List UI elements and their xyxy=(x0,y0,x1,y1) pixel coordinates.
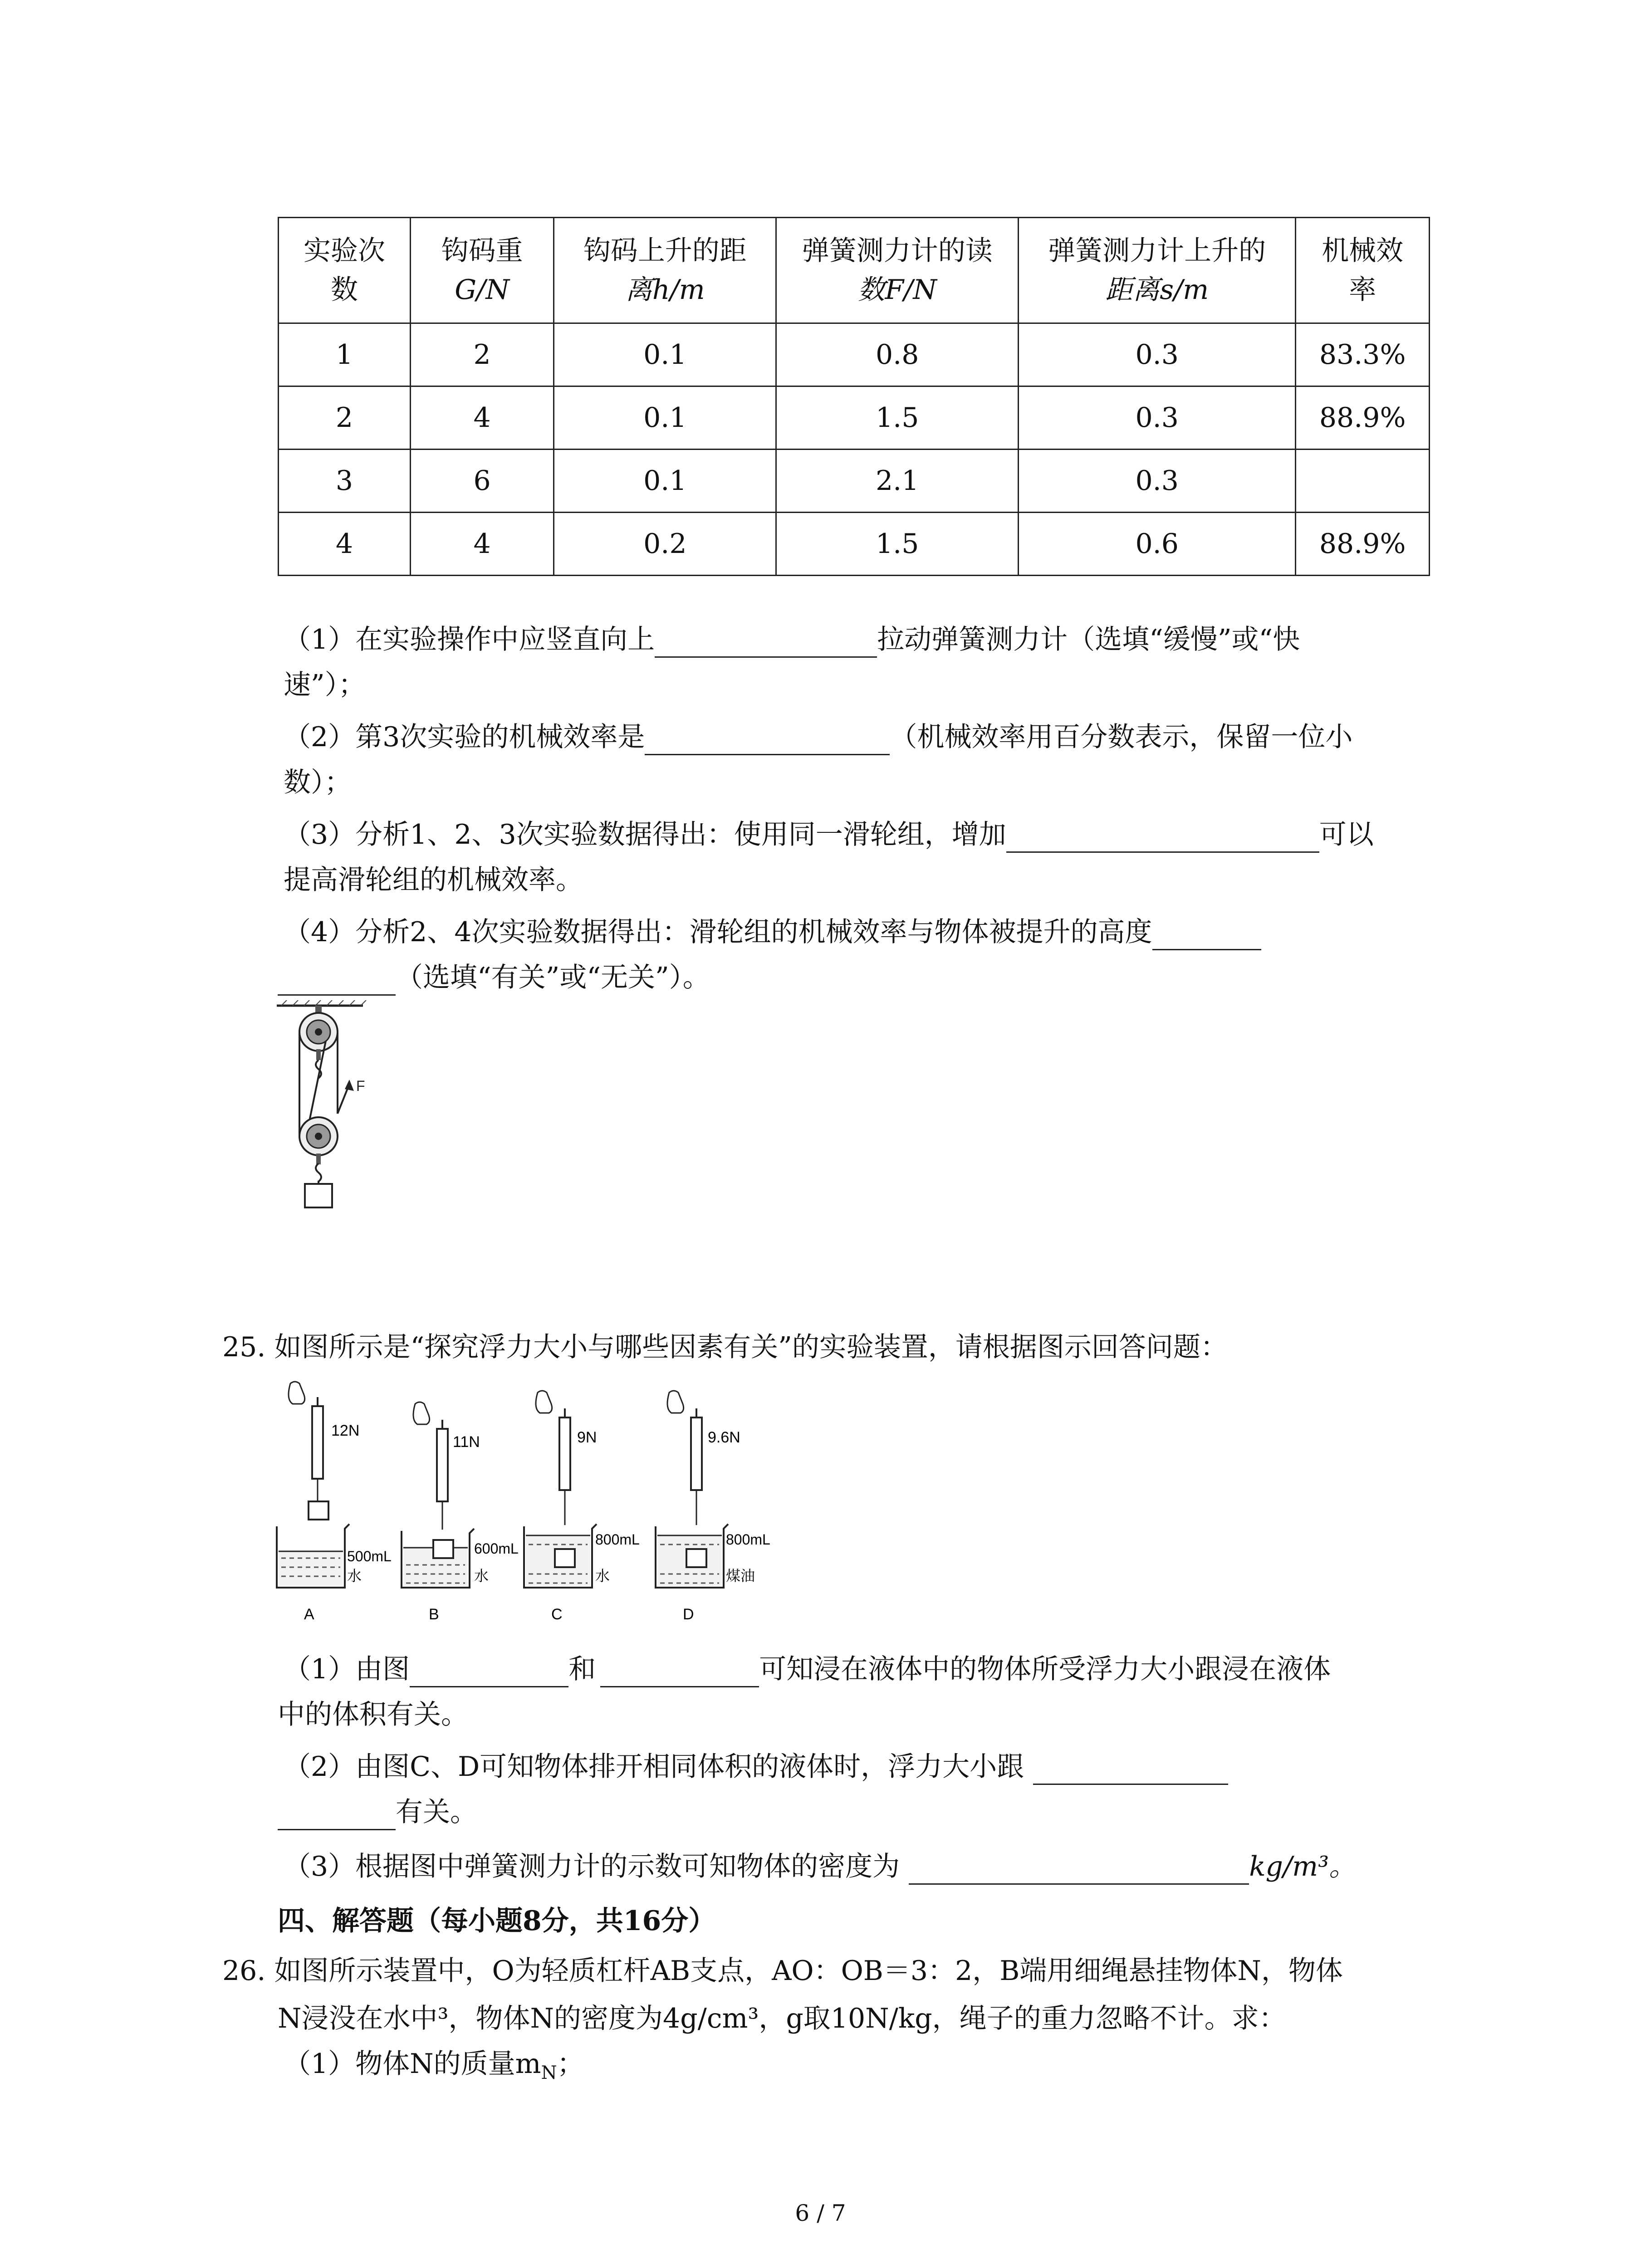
pulley-figure xyxy=(272,1000,390,1209)
table-cell: 0.1 xyxy=(554,450,776,513)
figure-label-c: C xyxy=(551,1606,563,1623)
header-efficiency: 机械效 率 xyxy=(1296,218,1430,323)
table-row xyxy=(279,323,1430,386)
table-row xyxy=(279,450,1430,513)
q25-part1-cont: 中的体积有关。 xyxy=(278,1699,468,1730)
table-row xyxy=(279,386,1430,450)
liquid-d: 煤油 xyxy=(726,1568,755,1584)
header-weight: 钩码重 G/N xyxy=(411,218,554,323)
table-cell: 0.1 xyxy=(554,386,776,450)
answer-blank-q25-1b[interactable] xyxy=(600,1658,759,1687)
q25-part1: （1）由图 和 可知浸在液体中的物体所受浮力大小跟浸在液体 xyxy=(284,1651,1331,1687)
header-trial: 实验次 数 xyxy=(279,218,411,323)
force-reading-c: 9N xyxy=(577,1429,597,1446)
table-cell: 1 xyxy=(279,323,411,386)
answer-blank-q25-2b[interactable] xyxy=(278,1801,396,1830)
table-header-row xyxy=(279,218,1430,323)
volume-d: 800mL xyxy=(726,1531,770,1548)
q26-part1: （1）物体N的质量$m_N$； xyxy=(284,2048,584,2083)
table-cell: 4 xyxy=(279,513,411,576)
volume-b: 600mL xyxy=(474,1540,519,1557)
table-cell: 4 xyxy=(411,386,554,450)
figure-c xyxy=(524,1391,640,1623)
answer-blank-q24-1[interactable] xyxy=(655,628,877,658)
q25-part2: （2）由图C、D可知物体排开相同体积的液体时，浮力大小跟 xyxy=(284,1749,1228,1785)
answer-blank-q25-2a[interactable] xyxy=(1033,1755,1228,1785)
table-cell: 0.3 xyxy=(1019,386,1296,450)
volume-c: 800mL xyxy=(595,1531,640,1548)
table-cell: 83.3% xyxy=(1296,323,1430,386)
table-cell: 0.2 xyxy=(554,513,776,576)
section-title: 四、解答题（每小题8分，共16分） xyxy=(278,1905,716,1937)
table-cell: 1.5 xyxy=(776,513,1019,576)
force-reading-b: 11N xyxy=(453,1433,480,1451)
q24-part3: （3）分析1、2、3次实验数据得出：使用同一滑轮组，增加 可以 xyxy=(284,816,1374,853)
answer-blank-q24-2[interactable] xyxy=(645,726,890,755)
force-reading-a: 12N xyxy=(331,1422,360,1439)
figure-label-b: B xyxy=(429,1606,439,1623)
table-cell: 0.3 xyxy=(1019,450,1296,513)
table-cell: 88.9% xyxy=(1296,513,1430,576)
table-cell: 1.5 xyxy=(776,386,1019,450)
table-cell: 88.9% xyxy=(1296,386,1430,450)
figure-label-d: D xyxy=(683,1606,694,1623)
q24-part1: （1）在实验操作中应竖直向上 拉动弹簧测力计（选填“缓慢”或“快 xyxy=(284,621,1300,658)
q24-part2: （2）第3次实验的机械效率是 （机械效率用百分数表示，保留一位小 xyxy=(284,719,1352,755)
q24-part1-cont: 速”）； xyxy=(284,669,366,701)
answer-blank-q25-3[interactable] xyxy=(909,1855,1249,1885)
table-row xyxy=(279,513,1430,576)
q25-stem: 25. 如图所示是“探究浮力大小与哪些因素有关”的实验装置，请根据图示回答问题： xyxy=(222,1331,1228,1363)
q24-part3-cont: 提高滑轮组的机械效率。 xyxy=(284,864,583,896)
q24-part4: （4）分析2、4次实验数据得出：滑轮组的机械效率与物体被提升的高度 xyxy=(284,914,1261,950)
figure-a xyxy=(277,1382,392,1623)
liquid-b: 水 xyxy=(474,1568,489,1584)
table-cell: 3 xyxy=(279,450,411,513)
table-cell: 0.3 xyxy=(1019,323,1296,386)
table-cell: 0.1 xyxy=(554,323,776,386)
force-label: F xyxy=(356,1078,365,1094)
page-number: 6 / 7 xyxy=(795,2200,846,2226)
header-height: 钩码上升的距 离h/m xyxy=(554,218,776,323)
table-cell: 0.6 xyxy=(1019,513,1296,576)
table-cell: 2.1 xyxy=(776,450,1019,513)
liquid-a: 水 xyxy=(347,1568,362,1584)
header-distance: 弹簧测力计上升的 距离s/m xyxy=(1019,218,1296,323)
header-force: 弹簧测力计的读 数F/N xyxy=(776,218,1019,323)
answer-blank-q24-4b[interactable] xyxy=(278,966,396,996)
q24-part2-cont: 数）； xyxy=(284,767,352,798)
table-cell: 6 xyxy=(411,450,554,513)
liquid-c: 水 xyxy=(595,1568,610,1584)
buoyancy-figure xyxy=(272,1379,826,1633)
table-cell-empty xyxy=(1296,450,1430,513)
figure-label-a: A xyxy=(304,1606,314,1623)
table-cell: 4 xyxy=(411,513,554,576)
q26-line1: 26. 如图所示装置中，O为轻质杠杆AB支点，AO：OB＝3：2，B端用细绳悬挂物体N，物体 xyxy=(222,1955,1343,1987)
figure-d xyxy=(656,1391,770,1623)
q25-part2-cont: 有关。 xyxy=(278,1794,477,1830)
experiment-table xyxy=(278,217,1430,576)
q26-line2: N浸没在水中³，物体N的密度为4g/cm³，g取10N/kg，绳子的重力忽略不计。求： xyxy=(278,2003,1286,2034)
figure-b xyxy=(402,1402,519,1623)
table-cell: 2 xyxy=(279,386,411,450)
table-cell: 0.8 xyxy=(776,323,1019,386)
q24-part4-cont: （选填“有关”或“无关”）。 xyxy=(278,959,710,996)
volume-a: 500mL xyxy=(347,1548,392,1564)
force-reading-d: 9.6N xyxy=(708,1429,740,1446)
answer-blank-q24-3[interactable] xyxy=(1006,823,1319,853)
q25-part3: （3）根据图中弹簧测力计的示数可知物体的密度为 kg/m³。 xyxy=(284,1848,1356,1885)
answer-blank-q24-4a[interactable] xyxy=(1152,921,1261,950)
answer-blank-q25-1a[interactable] xyxy=(410,1658,568,1687)
table-cell: 2 xyxy=(411,323,554,386)
